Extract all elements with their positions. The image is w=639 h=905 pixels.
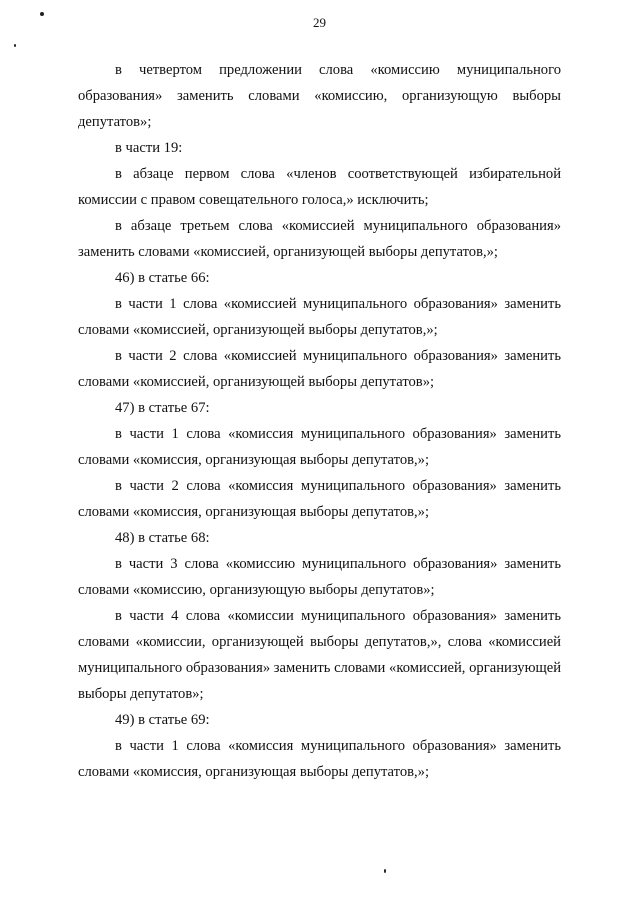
paragraph-14: 49) в статье 69: bbox=[115, 712, 210, 728]
paragraph-9: в части 1 слова «комиссия муниципального образования» заменить словами «комиссия, организующая выборы депутатов,»; bbox=[78, 426, 561, 468]
paragraph-10: в части 2 слова «комиссия муниципального образования» заменить словами «комиссия, организующая выборы депутатов,»; bbox=[78, 478, 561, 520]
paragraph-1: в четвертом предложении слова «комиссию муниципального образования» заменить словами «комиссию, организующую выборы депутатов»; bbox=[78, 62, 561, 130]
document-body bbox=[78, 57, 561, 785]
paragraph-11: 48) в статье 68: bbox=[115, 530, 210, 546]
paragraph-2: в части 19: bbox=[115, 140, 183, 156]
paragraph-8: 47) в статье 67: bbox=[115, 400, 210, 416]
page-number: 29 bbox=[313, 15, 326, 30]
paragraph-12: в части 3 слова «комиссию муниципального образования» заменить словами «комиссию, организующую выборы депутатов»; bbox=[78, 556, 561, 598]
paragraph-13: в части 4 слова «комиссии муниципального образования» заменить словами «комиссии, организующей выборы депутатов,», слова «комиссией муниципального образования» заменить словами «комиссией, организующей выборы депутатов»; bbox=[78, 608, 561, 702]
paragraph-4: в абзаце третьем слова «комиссией муниципального образования» заменить словами «комиссией, организующей выборы депутатов,»; bbox=[78, 218, 561, 260]
scan-speck bbox=[14, 44, 16, 47]
paragraph-6: в части 1 слова «комиссией муниципального образования» заменить словами «комиссией, организующей выборы депутатов,»; bbox=[78, 296, 561, 338]
paragraph-3: в абзаце первом слова «членов соответствующей избирательной комиссии с правом совещательного голоса,» исключить; bbox=[78, 166, 561, 208]
paragraph-7: в части 2 слова «комиссией муниципального образования» заменить словами «комиссией, организующей выборы депутатов»; bbox=[78, 348, 561, 390]
paragraph-15: в части 1 слова «комиссия муниципального образования» заменить словами «комиссия, организующая выборы депутатов,»; bbox=[78, 738, 561, 780]
scan-speck bbox=[384, 869, 386, 873]
scan-speck bbox=[40, 12, 44, 16]
paragraph-5: 46) в статье 66: bbox=[115, 270, 210, 286]
